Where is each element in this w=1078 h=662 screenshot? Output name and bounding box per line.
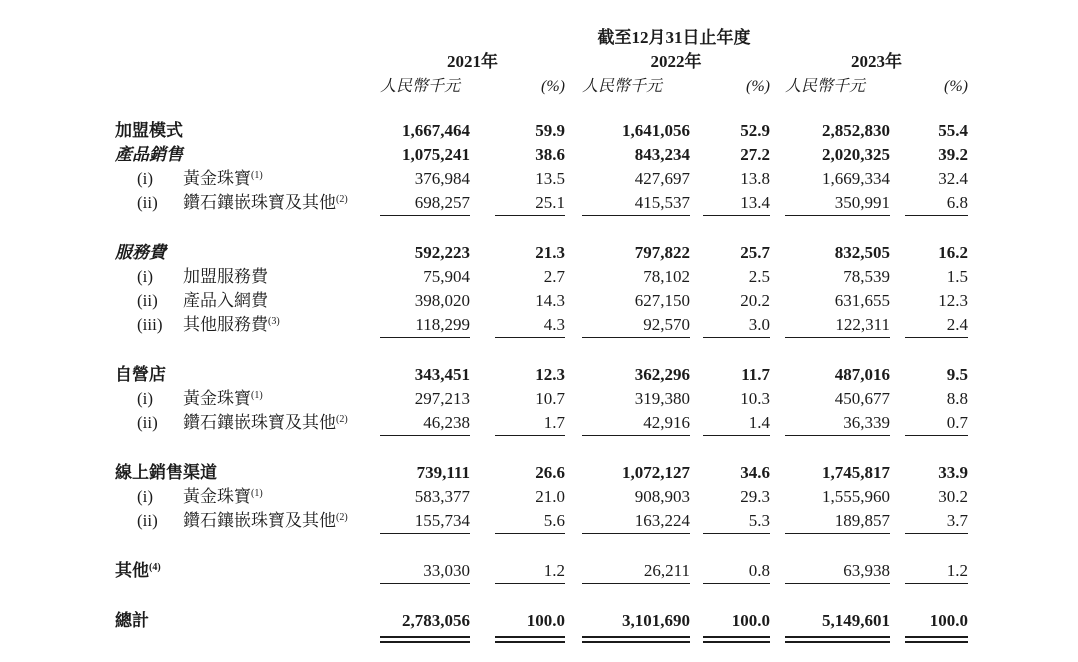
cell-2021-value: 398,020 [414, 291, 470, 310]
row-prefix: (i) [137, 487, 154, 506]
cell-2022-value: 843,234 [634, 145, 690, 164]
years-row [115, 50, 1078, 74]
row-label-cell [115, 144, 380, 168]
cell-2022-value: 26,211 [582, 560, 690, 584]
cell-2021-pct: 1.7 [495, 412, 565, 436]
year-header-2022: 2022年 [650, 52, 702, 71]
cell-2023-value: 78,539 [843, 267, 890, 286]
unit-header-2022: 人民幣千元 [582, 78, 663, 95]
cell-2021-value: 592,223 [414, 243, 470, 262]
cell-2021-value: 1,667,464 [402, 121, 470, 140]
table-row [115, 462, 1078, 486]
table-row [115, 242, 1078, 266]
row-footnote-ref: (3) [268, 316, 280, 327]
cell-2022-value: 92,570 [582, 314, 690, 338]
table-row [115, 168, 1078, 192]
cell-2023-pct: 8.8 [946, 389, 968, 408]
row-footnote-ref: (4) [149, 562, 161, 573]
cell-2022-pct: 3.0 [703, 314, 770, 338]
cell-2023-value: 631,655 [834, 291, 890, 310]
period-header: 截至12月31日止年度 [597, 28, 751, 47]
row-label: 鑽石鑲嵌珠寶及其他 [183, 511, 336, 530]
row-label-cell [115, 290, 380, 314]
cell-2021-value: 297,213 [414, 389, 470, 408]
cell-2023-pct: 6.8 [905, 192, 968, 216]
cell-2022-value: 427,697 [634, 169, 690, 188]
cell-2021-value: 33,030 [380, 560, 470, 584]
cell-2023-pct: 16.2 [938, 243, 968, 262]
cell-2021-pct: 21.0 [535, 487, 565, 506]
row-label-cell [115, 412, 380, 436]
cell-2023-value: 63,938 [785, 560, 890, 584]
row-label: 產品入網費 [183, 291, 268, 310]
row-label-cell [115, 314, 380, 338]
cell-2022-pct: 10.3 [740, 389, 770, 408]
cell-2022-pct: 25.7 [740, 243, 770, 262]
cell-2022-value: 362,296 [634, 365, 690, 384]
row-label: 鑽石鑲嵌珠寶及其他 [183, 413, 336, 432]
row-prefix: (ii) [137, 291, 158, 310]
cell-2022-pct: 13.4 [703, 192, 770, 216]
cell-2022-value: 1,072,127 [622, 463, 690, 482]
cell-2023-value: 5,149,601 [785, 610, 890, 643]
cell-2023-value: 1,555,960 [822, 487, 890, 506]
row-label-cell [115, 510, 380, 534]
cell-2023-pct: 32.4 [938, 169, 968, 188]
cell-2023-value: 832,505 [834, 243, 890, 262]
cell-2021-pct: 21.3 [535, 243, 565, 262]
cell-2022-value: 78,102 [643, 267, 690, 286]
row-label-cell [115, 364, 380, 388]
cell-2022-pct: 52.9 [740, 121, 770, 140]
cell-2021-pct: 2.7 [543, 267, 565, 286]
cell-2022-pct: 100.0 [703, 610, 770, 643]
cell-2021-value: 376,984 [414, 169, 470, 188]
cell-2021-pct: 100.0 [495, 610, 565, 643]
row-label: 鑽石鑲嵌珠寶及其他 [183, 193, 336, 212]
cell-2021-pct: 12.3 [535, 365, 565, 384]
cell-2023-pct: 55.4 [938, 121, 968, 140]
cell-2021-pct: 38.6 [535, 145, 565, 164]
cell-2023-value: 1,669,334 [822, 169, 890, 188]
cell-2022-pct: 2.5 [748, 267, 770, 286]
row-label: 總計 [115, 611, 149, 630]
table-row [115, 314, 1078, 338]
cell-2021-pct: 5.6 [495, 510, 565, 534]
pct-header-2021: (%) [541, 78, 565, 95]
row-label-cell [115, 266, 380, 290]
cell-2021-pct: 1.2 [495, 560, 565, 584]
cell-2021-value: 1,075,241 [402, 145, 470, 164]
table-body [115, 120, 1078, 634]
cell-2023-value: 1,745,817 [822, 463, 890, 482]
cell-2022-pct: 27.2 [740, 145, 770, 164]
table-row [115, 144, 1078, 168]
row-label-cell [115, 486, 380, 510]
row-label: 黃金珠寶 [183, 487, 251, 506]
table-row [115, 290, 1078, 314]
cell-2022-pct: 20.2 [740, 291, 770, 310]
row-label: 加盟模式 [115, 121, 183, 140]
unit-header-2021: 人民幣千元 [380, 78, 461, 95]
row-label-cell [115, 168, 380, 192]
row-footnote-ref: (1) [251, 390, 263, 401]
cell-2022-value: 415,537 [582, 192, 690, 216]
table-row [115, 192, 1078, 216]
label-column-spacer [115, 50, 380, 74]
cell-2021-pct: 14.3 [535, 291, 565, 310]
row-label-cell [115, 388, 380, 412]
row-label: 其他 [115, 561, 149, 580]
cell-2022-pct: 11.7 [741, 365, 770, 384]
cell-2023-pct: 39.2 [938, 145, 968, 164]
cell-2023-value: 2,020,325 [822, 145, 890, 164]
cell-2023-pct: 30.2 [938, 487, 968, 506]
row-label: 服務費 [115, 243, 166, 262]
cell-2022-value: 1,641,056 [622, 121, 690, 140]
table-row [115, 412, 1078, 436]
cell-2022-pct: 5.3 [703, 510, 770, 534]
row-footnote-ref: (1) [251, 170, 263, 181]
cell-2021-pct: 13.5 [535, 169, 565, 188]
cell-2023-pct: 2.4 [905, 314, 968, 338]
pct-header-2023: (%) [944, 78, 968, 95]
cell-2022-value: 797,822 [634, 243, 690, 262]
table-row [115, 560, 1078, 584]
year-header-2021: 2021年 [447, 52, 498, 71]
cell-2022-pct: 1.4 [703, 412, 770, 436]
cell-2023-pct: 100.0 [905, 610, 968, 643]
cell-2022-value: 319,380 [634, 389, 690, 408]
cell-2023-value: 2,852,830 [822, 121, 890, 140]
year-header-2023: 2023年 [851, 52, 902, 71]
cell-2021-pct: 59.9 [535, 121, 565, 140]
cell-2021-value: 155,734 [380, 510, 470, 534]
cell-2021-value: 583,377 [414, 487, 470, 506]
cell-2023-pct: 3.7 [905, 510, 968, 534]
row-label: 加盟服務費 [183, 267, 268, 286]
pct-header-2022: (%) [746, 78, 770, 95]
cell-2022-pct: 13.8 [740, 169, 770, 188]
row-label: 線上銷售渠道 [115, 463, 217, 482]
row-label-cell [115, 560, 380, 584]
cell-2021-pct: 4.3 [495, 314, 565, 338]
table-row [115, 510, 1078, 534]
row-label-cell [115, 120, 380, 144]
row-prefix: (i) [137, 169, 154, 188]
cell-2021-value: 2,783,056 [380, 610, 470, 643]
cell-2022-value: 627,150 [634, 291, 690, 310]
cell-2023-value: 487,016 [834, 365, 890, 384]
row-label-cell [115, 610, 380, 634]
row-label: 其他服務費 [183, 315, 268, 334]
unit-header-2023: 人民幣千元 [785, 78, 866, 95]
table-row [115, 266, 1078, 290]
cell-2021-value: 46,238 [380, 412, 470, 436]
row-label: 自營店 [115, 365, 166, 384]
row-prefix: (ii) [137, 193, 158, 212]
table-row [115, 364, 1078, 388]
table-row [115, 610, 1078, 634]
cell-2023-value: 36,339 [785, 412, 890, 436]
cell-2023-value: 189,857 [785, 510, 890, 534]
table-row [115, 120, 1078, 144]
cell-2023-value: 122,311 [785, 314, 890, 338]
cell-2021-value: 75,904 [423, 267, 470, 286]
cell-2021-value: 739,111 [416, 463, 470, 482]
cell-2023-pct: 0.7 [905, 412, 968, 436]
row-label-cell [115, 462, 380, 486]
row-prefix: (i) [137, 389, 154, 408]
cell-2023-pct: 33.9 [938, 463, 968, 482]
cell-2023-pct: 9.5 [946, 365, 968, 384]
cell-2021-value: 698,257 [380, 192, 470, 216]
cell-2021-pct: 26.6 [535, 463, 565, 482]
row-label: 黃金珠寶 [183, 389, 251, 408]
units-row [115, 74, 1078, 100]
cell-2023-value: 450,677 [834, 389, 890, 408]
row-label-cell [115, 242, 380, 266]
row-footnote-ref: (2) [336, 414, 348, 425]
row-footnote-ref: (2) [336, 512, 348, 523]
row-label: 黃金珠寶 [183, 169, 251, 188]
cell-2022-value: 42,916 [582, 412, 690, 436]
table-row [115, 486, 1078, 510]
cell-2022-pct: 29.3 [740, 487, 770, 506]
cell-2023-pct: 12.3 [938, 291, 968, 310]
row-prefix: (ii) [137, 413, 158, 432]
cell-2022-value: 163,224 [582, 510, 690, 534]
row-footnote-ref: (2) [336, 194, 348, 205]
cell-2021-pct: 25.1 [495, 192, 565, 216]
cell-2022-pct: 34.6 [740, 463, 770, 482]
label-column-spacer [115, 74, 380, 100]
cell-2022-value: 908,903 [634, 487, 690, 506]
cell-2021-value: 343,451 [414, 365, 470, 384]
table-header [115, 26, 1078, 100]
row-prefix: (i) [137, 267, 154, 286]
cell-2023-pct: 1.2 [905, 560, 968, 584]
cell-2023-pct: 1.5 [946, 267, 968, 286]
row-prefix: (iii) [137, 315, 163, 334]
cell-2022-value: 3,101,690 [582, 610, 690, 643]
row-prefix: (ii) [137, 511, 158, 530]
cell-2023-value: 350,991 [785, 192, 890, 216]
table-row [115, 388, 1078, 412]
cell-2021-pct: 10.7 [535, 389, 565, 408]
row-label-cell [115, 192, 380, 216]
cell-2021-value: 118,299 [380, 314, 470, 338]
cell-2022-pct: 0.8 [703, 560, 770, 584]
row-label: 產品銷售 [115, 145, 183, 164]
row-footnote-ref: (1) [251, 488, 263, 499]
